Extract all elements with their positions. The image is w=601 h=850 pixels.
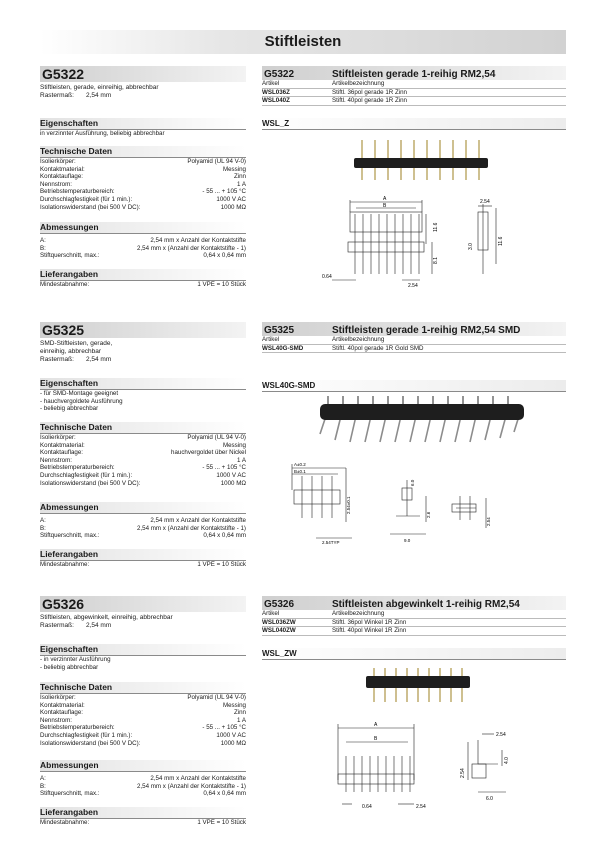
rastermass-value: 2,54 mm [85,622,112,629]
technische-daten-title: Technische Daten [40,422,246,434]
dim-height-3: 3.0 [468,243,474,250]
table-header-row: Artikel Artikelbezeichnung [262,610,566,619]
rastermass-value: 2,54 mm [85,92,112,99]
article-table-header [262,596,566,610]
tech-row: Kontaktmaterial: Messing [40,165,246,173]
product-section-g5326 [0,596,601,841]
lief-row: Mindestabnahme: 1 VPE = 10 Stück [40,819,246,826]
dim-b: B±0.1 [294,469,306,474]
article-table-code: G5326 [264,599,295,610]
abm-row: Stiftquerschnitt, max.: 0,64 x 0,64 mm [40,790,246,798]
product-info-column [40,322,246,568]
dim-pin: 0.64 [362,804,372,810]
dim-w2: 4.0 [504,757,510,764]
rastermass-label: Rastermaß: [40,92,74,99]
dim-b: B [374,736,378,742]
dim-w1: 2.54 [496,732,506,738]
abm-row: B: 2,54 mm x (Anzahl der Kontaktstifte - 1) [40,782,246,790]
rastermass-label: Rastermaß: [40,356,74,363]
article-table-title: Stiftleisten gerade 1-reihig RM2,54 [332,69,496,80]
eigenschaften-item: - hauchvergoldete Ausführung [40,398,246,406]
tech-row: Betriebstemperaturbereich: - 55 ... + 105 °C [40,724,246,732]
article-table-code: G5325 [264,325,295,336]
abm-row: A: 2,54 mm x Anzahl der Kontaktstifte [40,237,246,244]
smd-pin-header-photo [314,394,534,454]
product-description [40,84,246,100]
dim-height-4: 11.6 [498,236,504,246]
drawing-label: WSL_Z [262,118,566,130]
dim-a: A [383,196,387,202]
abm-row: B: 2,54 mm x (Anzahl der Kontaktstifte - 1) [40,244,246,252]
product-code: G5326 [40,596,246,612]
eigenschaften-item: - beliebig abbrechbar [40,405,246,413]
dim-a: A±0.2 [294,462,306,467]
eigenschaften-item: - beliebig abbrechbar [40,664,246,672]
dim-height-2: 8.1 [433,257,439,264]
product-info-column [40,596,246,826]
dim-d1: 6.0 [410,479,415,486]
dim-pitch: 2.54 [408,283,418,289]
description-line: Stiftleisten, gerade, einreihig, abbrechbar [40,84,159,91]
rastermass-row [40,622,246,630]
tech-row: Nennstrom: 1 A [40,456,246,464]
pin-header-photo [342,136,542,186]
product-code: G5325 [40,322,246,338]
eigenschaften-block [40,378,246,413]
product-description [40,614,246,630]
article-table-code: G5322 [264,69,295,80]
dim-height-1: 11.6 [433,222,439,232]
tech-row: Nennstrom: 1 A [40,716,246,724]
product-article-column [262,596,566,810]
lieferangaben-title: Lieferangaben [40,549,246,561]
abmessungen-block [40,502,246,540]
article-table [262,336,566,353]
eigenschaften-title: Eigenschaften [40,378,246,390]
tech-row: Isolierkörper: Polyamid (UL 94 V-0) [40,434,246,441]
product-info-column [40,66,246,288]
tech-row: Isolationswiderstand (bei 500 V DC): 1000 MΩ [40,203,246,211]
abmessungen-block [40,222,246,260]
eigenschaften-title: Eigenschaften [40,644,246,656]
article-table-header [262,66,566,80]
table-header-row: Artikel Artikelbezeichnung [262,336,566,345]
dim-width: 2.54 [480,199,490,205]
abm-row: A: 2,54 mm x Anzahl der Kontaktstifte [40,517,246,524]
dimension-drawing [286,456,546,546]
lief-row: Mindestabnahme: 1 VPE = 10 Stück [40,561,246,568]
abm-row: A: 2,54 mm x Anzahl der Kontaktstifte [40,775,246,782]
lieferangaben-block [40,549,246,569]
article-table-title: Stiftleisten abgewinkelt 1-reihig RM2,54 [332,599,520,610]
product-description [40,340,246,364]
lieferangaben-block [40,269,246,289]
tech-row: Betriebstemperaturbereich: - 55 ... + 105 °C [40,188,246,196]
dimension-drawing [322,194,566,294]
lieferangaben-title: Lieferangaben [40,807,246,819]
abmessungen-title: Abmessungen [40,502,246,514]
article-table [262,610,566,636]
description-line: SMD-Stiftleisten, gerade, [40,340,113,347]
dim-pin: 0.64 [322,274,332,280]
eigenschaften-item: - in verzinnter Ausführung [40,656,246,664]
page-title: Stiftleisten [40,30,566,54]
table-row: WSL040Z Stiftl. 40pol gerade 1R Zinn [262,97,566,106]
abm-row: Stiftquerschnitt, max.: 0,64 x 0,64 mm [40,532,246,540]
article-table-header [262,322,566,336]
rastermass-value: 2,54 mm [85,356,112,363]
rastermass-row [40,92,246,100]
tech-row: Isolationswiderstand (bei 500 V DC): 1000 MΩ [40,739,246,747]
technische-daten-block [40,146,246,211]
table-row: WSL036ZW Stiftl. 36pol Winkel 1R Zinn [262,619,566,628]
product-code: G5322 [40,66,246,82]
tech-row: Isolierkörper: Polyamid (UL 94 V-0) [40,694,246,701]
tech-row: Nennstrom: 1 A [40,180,246,188]
table-row: WSL40G-SMD Stiftl. 40pol gerade 1R Gold SMD [262,345,566,354]
rastermass-label: Rastermaß: [40,622,74,629]
table-row: WSL040ZW Stiftl. 40pol Winkel 1R Zinn [262,627,566,636]
product-article-column [262,322,566,545]
drawing-label: WSL_ZW [262,648,566,660]
tech-row: Isolationswiderstand (bei 500 V DC): 1000 MΩ [40,479,246,487]
drawing-label: WSL40G-SMD [262,380,566,392]
dimension-drawing [318,720,562,820]
technische-daten-title: Technische Daten [40,146,246,158]
dim-typ: 2.54TYP [322,540,340,545]
tech-row: Kontaktauflage: Zinn [40,173,246,181]
tech-row: Betriebstemperaturbereich: - 55 ... + 105 °C [40,464,246,472]
angled-pin-header-photo [362,666,522,706]
abmessungen-title: Abmessungen [40,760,246,772]
technische-daten-title: Technische Daten [40,682,246,694]
dim-height-1: 2.54±0.1 [346,496,351,514]
dim-d2: 2.6 [426,511,431,518]
rastermass-row [40,356,246,364]
eigenschaften-item: in verzinnter Ausführung, beliebig abbrechbar [40,130,165,137]
tech-row: Kontaktauflage: Zinn [40,709,246,717]
eigenschaften-block [40,118,246,138]
table-row: WSL036Z Stiftl. 36pol gerade 1R Zinn [262,89,566,98]
dim-d3: 9.0 [404,538,411,543]
tech-row: Kontaktmaterial: Messing [40,441,246,449]
dim-a: A [374,722,378,728]
product-section-g5325 [0,322,601,577]
eigenschaften-block [40,644,246,671]
dim-w3: 2.54 [460,768,466,778]
tech-row: Kontaktauflage: hauchvergoldet über Nickel [40,449,246,457]
description-line: einreihig, abbrechbar [40,348,102,355]
lieferangaben-title: Lieferangaben [40,269,246,281]
eigenschaften-title: Eigenschaften [40,118,246,130]
description-line: Stiftleisten, abgewinkelt, einreihig, abbrechbar [40,614,173,621]
abm-row: B: 2,54 mm x (Anzahl der Kontaktstifte - 1) [40,524,246,532]
tech-row: Durchschlagfestigkeit (für 1 min.): 1000 V AC [40,471,246,479]
tech-row: Durchschlagfestigkeit (für 1 min.): 1000 V AC [40,195,246,203]
eigenschaften-item: - für SMD-Montage geeignet [40,390,246,398]
tech-row: Kontaktmaterial: Messing [40,701,246,709]
abmessungen-title: Abmessungen [40,222,246,234]
abm-row: Stiftquerschnitt, max.: 0,64 x 0,64 mm [40,252,246,260]
article-table [262,80,566,106]
technische-daten-block [40,682,246,747]
product-article-column [262,66,566,289]
tech-row: Durchschlagfestigkeit (für 1 min.): 1000 V AC [40,731,246,739]
dim-d4: 2.54 [486,517,491,526]
dim-pitch: 2.54 [416,804,426,810]
product-section-g5322 [0,66,601,306]
dim-w4: 6.0 [486,796,493,802]
lief-row: Mindestabnahme: 1 VPE = 10 Stück [40,281,246,288]
table-header-row: Artikel Artikelbezeichnung [262,80,566,89]
article-table-title: Stiftleisten gerade 1-reihig RM2,54 SMD [332,325,521,336]
technische-daten-block [40,422,246,487]
dim-b: B [383,203,387,209]
tech-row: Isolierkörper: Polyamid (UL 94 V-0) [40,158,246,165]
lieferangaben-block [40,807,246,827]
abmessungen-block [40,760,246,798]
